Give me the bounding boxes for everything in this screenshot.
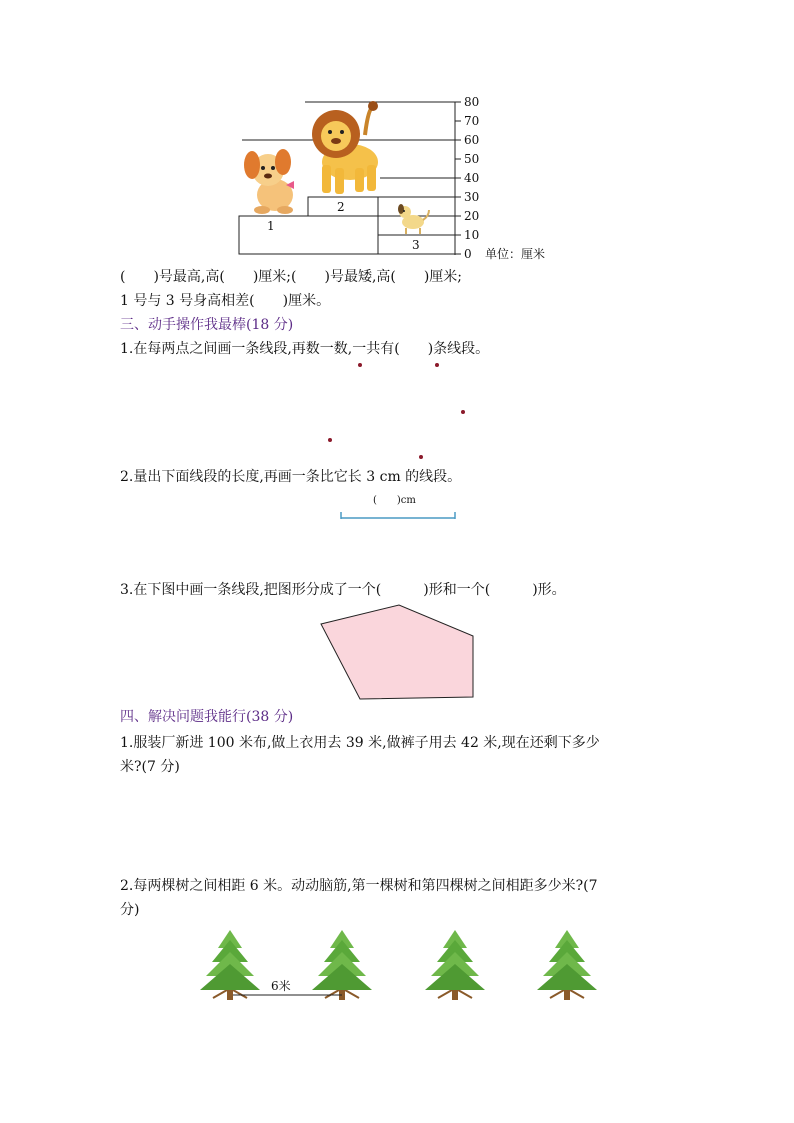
section4-question1-line2: 米?(7 分) [120, 759, 180, 775]
height-chart [0, 0, 794, 300]
section3-question2: 2.量出下面线段的长度,再画一条比它长 3 cm 的线段。 [120, 469, 462, 485]
dot [328, 438, 332, 442]
tree-2 [312, 930, 372, 1000]
tree-1 [200, 930, 260, 1000]
tick-label-80: 80 [464, 95, 480, 109]
small-dog-image [398, 204, 429, 234]
tick-label-0: 0 [464, 247, 472, 261]
section3-question1: 1.在每两点之间画一条线段,再数一数,一共有( )条线段。 [120, 341, 490, 357]
podium-label-2: 2 [337, 200, 345, 214]
tick-label-30: 30 [464, 190, 480, 204]
chart-ticks [455, 102, 461, 254]
tree-4 [537, 930, 597, 1000]
dot [358, 363, 362, 367]
section4-title: 四、解决问题我能行(38 分) [120, 709, 294, 725]
lion-image [312, 101, 378, 194]
puppy-image [244, 149, 294, 214]
height-question-line1: ( )号最高,高( )厘米;( )号最矮,高( )厘米; [120, 269, 463, 285]
podium-label-3: 3 [412, 238, 420, 252]
tree-distance-label: 6米 [271, 979, 291, 993]
section4-question2-line2: 分) [120, 902, 140, 918]
unit-label: 单位：厘米 [485, 247, 546, 261]
tick-label-20: 20 [464, 209, 480, 223]
section4-question1-line1: 1.服装厂新进 100 米布,做上衣用去 39 米,做裤子用去 42 米,现在还剩下多少 [120, 735, 600, 751]
tick-label-70: 70 [464, 114, 480, 128]
tick-label-60: 60 [464, 133, 480, 147]
tick-label-50: 50 [464, 152, 480, 166]
tree-3 [425, 930, 485, 1000]
tick-label-40: 40 [464, 171, 480, 185]
segment-length-blank: ( )cm [373, 495, 416, 506]
podium-label-1: 1 [267, 219, 275, 233]
dot [461, 410, 465, 414]
dot [419, 455, 423, 459]
height-question-line2: 1 号与 3 号身高相差( )厘米。 [120, 293, 331, 309]
dot [435, 363, 439, 367]
section3-title: 三、动手操作我最棒(18 分) [120, 317, 294, 333]
section4-question2-line1: 2.每两棵树之间相距 6 米。动动脑筋,第一棵树和第四棵树之间相距多少米?(7 [120, 878, 598, 894]
section3-question3: 3.在下图中画一条线段,把图形分成了一个( )形和一个( )形。 [120, 582, 566, 598]
tick-label-10: 10 [464, 228, 480, 242]
